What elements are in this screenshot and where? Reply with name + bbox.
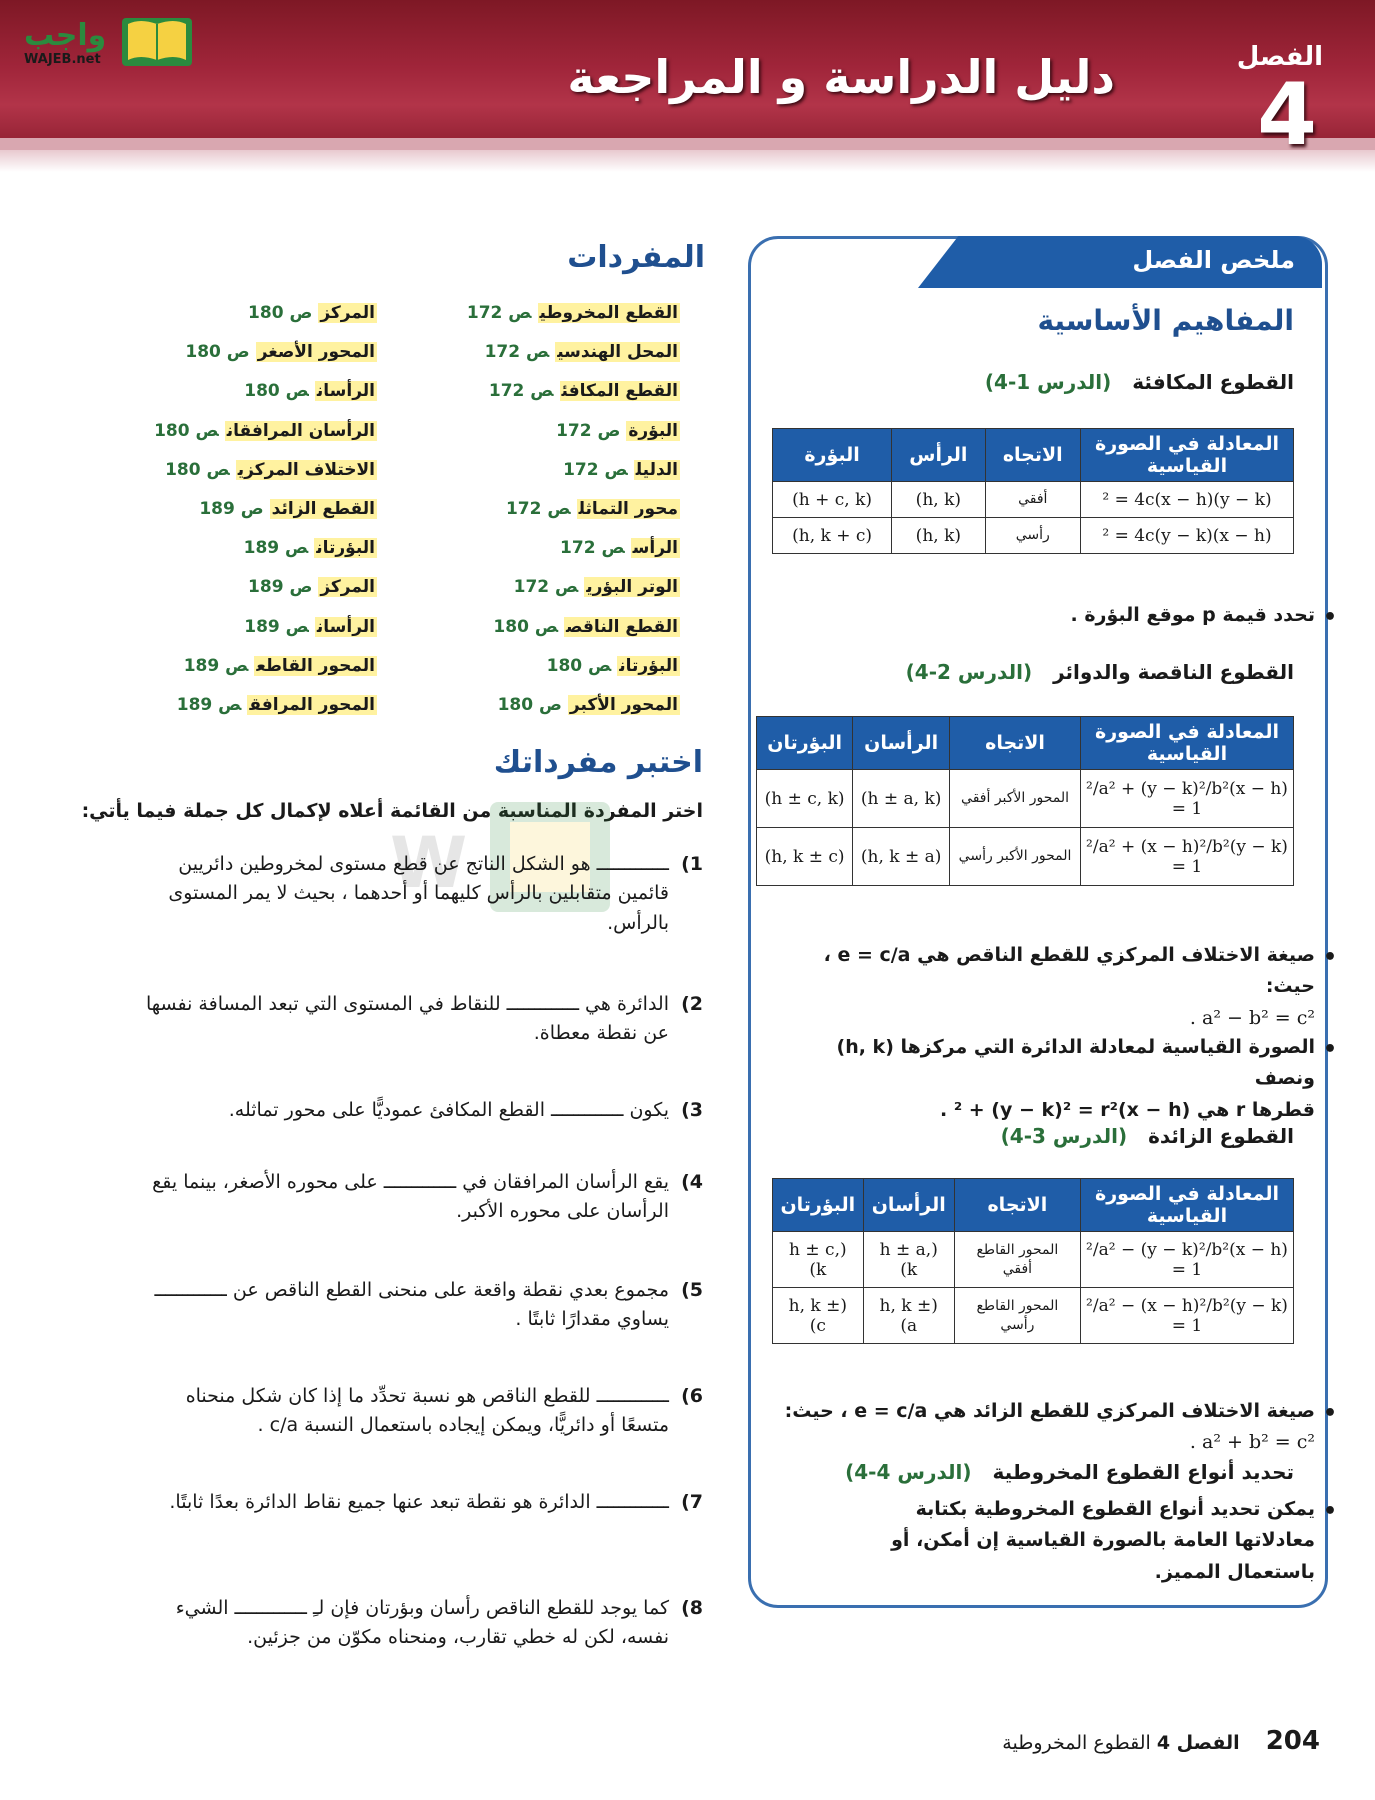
- question-number: 3): [681, 1099, 703, 1121]
- vocab-item: [154, 538, 377, 577]
- question-text: ـــــــــــــ للقطع الناقص هو نسبة تحدِّد ما إذا كان شكل منحناه متسعًا أو دائريًّا، ويمكن إيجاده باستعمال النسبة c/a .: [185, 1385, 669, 1437]
- vocab-page: ص 189: [244, 616, 309, 637]
- hyperbola-table: [772, 1178, 1294, 1344]
- ellipse-table: [756, 716, 1294, 886]
- table-header: المعادلة في الصورة القياسية: [1081, 717, 1294, 770]
- vocab-term: القطع الناقص: [566, 616, 678, 637]
- question-text: مجموع بعدي نقطة واقعة على منحنى القطع الناقص عن ـــــــــــــ يساوي مقدارًا ثابتًا .: [154, 1279, 669, 1331]
- vocab-page: ص 189: [183, 655, 249, 676]
- vocab-item: [154, 656, 377, 695]
- table-header: الاتجاه: [950, 717, 1081, 770]
- svg-text:W: W: [390, 822, 468, 904]
- table-cell: المحور الأكبر رأسي: [950, 828, 1081, 886]
- table-cell: (h, k ± a): [863, 1288, 954, 1344]
- vocab-page: ص 172: [563, 459, 628, 480]
- lesson-2-heading: [906, 660, 1294, 684]
- logo-text: واجب: [24, 18, 107, 53]
- vocab-item: [154, 303, 377, 342]
- table-cell: (h, k): [892, 518, 985, 554]
- vocab-column-left: [154, 303, 377, 734]
- bullet-focus-p: • تحدد قيمة p موقع البؤرة .: [775, 600, 1315, 631]
- site-logo[interactable]: [10, 6, 190, 66]
- bullet-line: • الصورة القياسية لمعادلة الدائرة التي مركزها (h, k) ونصف: [836, 1036, 1315, 1090]
- table-cell: (h + c, k): [773, 482, 892, 518]
- key-concepts-title: المفاهيم الأساسية: [1037, 304, 1294, 337]
- table-header: الاتجاه: [985, 429, 1080, 482]
- vocab-item: [467, 460, 680, 499]
- book-icon: [118, 12, 196, 70]
- question-8: [143, 1594, 703, 1653]
- vocab-item: [154, 421, 377, 460]
- vocabulary-title: المفردات: [567, 240, 705, 275]
- vocab-item: [467, 342, 680, 381]
- question-2: [143, 990, 703, 1049]
- question-number: 8): [681, 1597, 703, 1619]
- table-cell: المحور الأكبر أفقي: [950, 770, 1081, 828]
- vocab-page: ص 180: [165, 459, 230, 480]
- bullet-circle-equation: [775, 1032, 1315, 1126]
- vocab-page: ص 172: [466, 303, 532, 323]
- question-number: 5): [681, 1279, 703, 1301]
- vocab-item: [154, 342, 377, 381]
- table-cell: (y − k)²/a² + (x − h)²/b² = 1: [1081, 828, 1294, 886]
- question-text: يكون ـــــــــــــ القطع المكافئ عموديًّا على محور تماثله.: [228, 1099, 669, 1121]
- parabola-table: [772, 428, 1294, 554]
- table-header: الرأس: [892, 429, 985, 482]
- vocab-page: ص 180: [546, 655, 612, 676]
- vocab-page: ص 189: [243, 538, 309, 559]
- question-1: [143, 850, 703, 938]
- vocab-term: الوتر البؤري: [586, 577, 678, 598]
- lesson-2-title: القطوع الناقصة والدوائر: [1053, 660, 1294, 684]
- vocab-page: ص 180: [185, 342, 250, 363]
- question-text: الدائرة هي ـــــــــــــ للنقاط في المستوى التي تبعد المسافة نفسها عن نقطة معطاة.: [145, 993, 669, 1045]
- vocab-page: ص 172: [556, 420, 621, 441]
- vocab-item: [154, 577, 377, 616]
- table-cell: (h, k): [892, 482, 985, 518]
- question-text: يقع الرأسان المرافقان في ـــــــــــــ على محوره الأصغر، بينما يقع الرأسان على محوره الأكبر.: [152, 1171, 669, 1223]
- vocab-item: [467, 421, 680, 460]
- vocab-page: ص 180: [244, 381, 309, 402]
- vocab-item: [154, 460, 377, 499]
- vocab-page: ص 180: [493, 616, 559, 637]
- test-instruction: اختر المفردة المناسبة من القائمة أعلاه لإكمال كل جملة فيما يأتي:: [81, 800, 703, 822]
- table-cell: (h ± c, k): [757, 770, 853, 828]
- vocab-term: المحور القاطع: [256, 655, 375, 676]
- vocab-page: ص 180: [497, 694, 562, 715]
- lesson-1-title: القطوع المكافئة: [1132, 370, 1294, 394]
- bullet-identify-conics: • يمكن تحديد أنواع القطوع المخروطية بكتابة معادلاتها العامة بالصورة القياسية إن أمكن، أو باستعمال المميز.: [845, 1494, 1315, 1588]
- table-cell: (h ± a, k): [853, 770, 950, 828]
- page-footer: [1002, 1726, 1320, 1756]
- vocab-term: القطع الزائد: [271, 498, 375, 519]
- question-number: 4): [681, 1171, 703, 1193]
- vocab-column-right: [467, 303, 680, 734]
- vocab-page: ص 172: [513, 577, 579, 598]
- question-4: [143, 1168, 703, 1227]
- vocab-item: [154, 617, 377, 656]
- table-cell: المحور القاطع رأسي: [954, 1288, 1080, 1344]
- vocab-item: [467, 695, 680, 734]
- vocab-term: القطع المكافئ: [561, 381, 678, 402]
- table-cell: (h ± a, k): [863, 1232, 954, 1288]
- table-cell: (h, k ± a): [853, 828, 950, 886]
- summary-tab-label: ملخص الفصل: [1132, 246, 1295, 274]
- lesson-1-heading: [985, 370, 1294, 394]
- vocab-page: ص 172: [560, 538, 625, 559]
- question-number: 2): [681, 993, 703, 1015]
- vocab-page: ص 180: [154, 420, 219, 441]
- question-5: [143, 1276, 703, 1335]
- table-cell: (h, k + c): [773, 518, 892, 554]
- vocab-page: ص 189: [199, 498, 264, 519]
- bullet-ellipse-eccentricity: [775, 940, 1315, 1034]
- table-cell: المحور القاطع أفقي: [954, 1232, 1080, 1288]
- vocab-item: [467, 303, 680, 342]
- vocab-term: الرأس: [632, 538, 678, 559]
- page-number: 204: [1265, 1726, 1320, 1756]
- bullet-hyperbola-eccentricity: [775, 1396, 1315, 1459]
- table-cell: (x − h)² = 4c(y − k): [1081, 518, 1294, 554]
- vocab-term: الرأسان المرافقان: [226, 420, 375, 441]
- table-cell: (y − k)² = 4c(x − h): [1081, 482, 1294, 518]
- bullet-line: قطرها r هي (x − h)² + (y − k)² = r² .: [939, 1098, 1315, 1121]
- question-3: [143, 1096, 703, 1125]
- vocab-page: ص 172: [505, 498, 571, 519]
- table-header: البؤرتان: [757, 717, 853, 770]
- banner-shadow: [0, 150, 1375, 172]
- table-header: المعادلة في الصورة القياسية: [1081, 1179, 1294, 1232]
- vocab-item: [467, 577, 680, 616]
- bullet-line: a² + b² = c² .: [1189, 1431, 1315, 1454]
- lesson-2-ref: (الدرس 2-4): [905, 660, 1033, 684]
- question-text: ـــــــــــــ هو الشكل الناتج عن قطع مستوى لمخروطين دائريين قائمين متقابلين بالرأس كليهما أو أحدهما ، بحيث لا يمر المستوى بالرأس.: [168, 853, 669, 934]
- table-cell: (x − h)²/a² − (y − k)²/b² = 1: [1081, 1232, 1294, 1288]
- table-header: البؤرتان: [773, 1179, 864, 1232]
- lesson-4-title: تحديد أنواع القطوع المخروطية: [992, 1460, 1294, 1484]
- table-header: الرأسان: [863, 1179, 954, 1232]
- vocab-term: المحل الهندسي: [557, 342, 678, 363]
- banner-stripe: [0, 138, 1375, 150]
- table-header: الرأسان: [853, 717, 950, 770]
- vocab-term: المركز: [320, 577, 375, 598]
- vocab-term: البؤرتان: [619, 655, 678, 676]
- footer-chapter: الفصل 4: [1156, 1732, 1240, 1754]
- logo-subtext: WAJEB.net: [24, 52, 101, 67]
- test-vocab-title: اختبر مفرداتك: [493, 745, 703, 780]
- vocab-item: [467, 381, 680, 420]
- vocab-page: ص 189: [248, 577, 313, 598]
- vocab-term: القطع المخروطي: [539, 303, 678, 323]
- vocab-term: المحور المرافق: [249, 694, 375, 715]
- chapter-number: 4: [1257, 65, 1317, 165]
- table-cell: (h, k ± c): [773, 1288, 864, 1344]
- vocab-item: [154, 381, 377, 420]
- table-cell: (y − k)²/a² − (x − h)²/b² = 1: [1081, 1288, 1294, 1344]
- question-number: 6): [681, 1385, 703, 1407]
- lesson-3-heading: [1001, 1124, 1294, 1148]
- table-cell: أفقي: [985, 482, 1080, 518]
- table-header: الاتجاه: [954, 1179, 1080, 1232]
- lesson-4-heading: [845, 1460, 1294, 1484]
- vocab-term: الدليل: [635, 459, 678, 480]
- vocab-page: ص 180: [248, 303, 313, 323]
- table-header: المعادلة في الصورة القياسية: [1081, 429, 1294, 482]
- vocab-item: [467, 617, 680, 656]
- page-title: دليل الدراسة و المراجعة: [567, 50, 1115, 104]
- table-cell: (h ± c, k): [773, 1232, 864, 1288]
- table-header: البؤرة: [773, 429, 892, 482]
- vocab-page: ص 189: [176, 694, 242, 715]
- vocab-term: البؤرتان: [316, 538, 375, 559]
- lesson-3-title: القطوع الزائدة: [1148, 1124, 1294, 1148]
- vocab-item: [467, 538, 680, 577]
- question-number: 1): [681, 853, 703, 875]
- vocab-page: ص 172: [484, 342, 550, 363]
- bullet-line: • صيغة الاختلاف المركزي للقطع الناقص هي e = c/a ، حيث:: [823, 944, 1315, 998]
- vocab-term: المحور الأصغر: [257, 342, 375, 363]
- vocab-term: المركز: [320, 303, 375, 323]
- vocab-term: الاختلاف المركزي: [237, 459, 375, 480]
- question-7: [143, 1488, 703, 1517]
- lesson-1-ref: (الدرس 1-4): [984, 370, 1112, 394]
- vocab-term: المحور الأكبر: [569, 694, 678, 715]
- vocab-page: ص 172: [488, 381, 554, 402]
- table-cell: (x − h)²/a² + (y − k)²/b² = 1: [1081, 770, 1294, 828]
- lesson-4-ref: (الدرس 4-4): [845, 1460, 972, 1484]
- vocab-item: [154, 499, 377, 538]
- vocab-item: [467, 499, 680, 538]
- vocab-term: محور التماثل: [578, 498, 678, 519]
- vocab-item: [467, 656, 680, 695]
- vocab-term: الرأسان: [316, 381, 375, 402]
- table-cell: رأسي: [985, 518, 1080, 554]
- question-text: كما يوجد للقطع الناقص رأسان وبؤرتان فإن لـِ ـــــــــــــ الشيء نفسه، لكن له خطي تقارب، ومنحناه مكوّن من جزئين.: [175, 1597, 669, 1649]
- bullet-line: • صيغة الاختلاف المركزي للقطع الزائد هي e = c/a ، حيث:: [784, 1400, 1315, 1422]
- table-cell: (h, k ± c): [757, 828, 853, 886]
- question-6: [143, 1382, 703, 1441]
- vocab-term: الرأسان: [316, 616, 375, 637]
- question-number: 7): [681, 1491, 703, 1513]
- footer-chapter-title: القطوع المخروطية: [1002, 1732, 1151, 1754]
- chapter-label: الفصل: [1236, 42, 1323, 72]
- vocab-item: [154, 695, 377, 734]
- lesson-3-ref: (الدرس 3-4): [1000, 1124, 1128, 1148]
- question-text: ـــــــــــــ الدائرة هو نقطة تبعد عنها جميع نقاط الدائرة بعدًا ثابتًا.: [169, 1491, 669, 1513]
- bullet-line: a² − b² = c² .: [1189, 1006, 1315, 1029]
- vocab-term: البؤرة: [628, 420, 678, 441]
